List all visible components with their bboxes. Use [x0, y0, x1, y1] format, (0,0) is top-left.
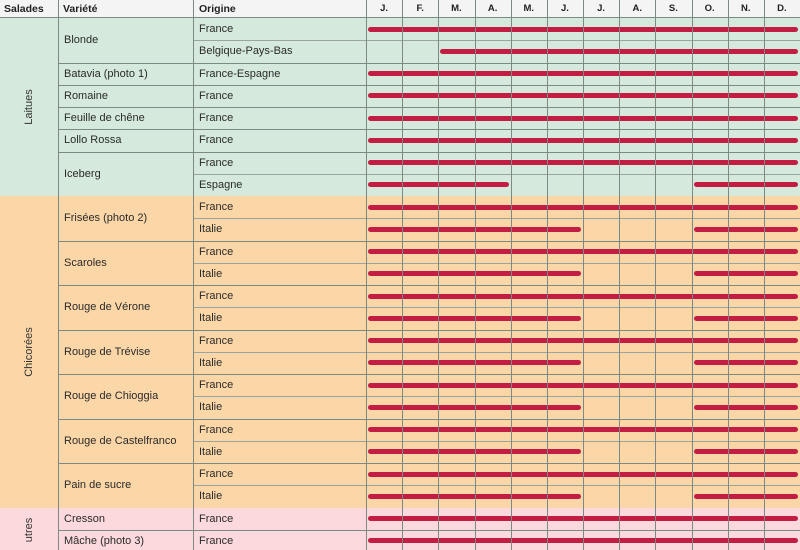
- grid-line: [402, 0, 403, 550]
- origin-label: Italie: [199, 401, 223, 414]
- table-header: [0, 0, 800, 18]
- grid-line: [193, 0, 194, 550]
- origin-cell: [193, 174, 366, 196]
- grid-line: [58, 0, 59, 550]
- variety-name: Pain de sucre: [64, 479, 132, 492]
- variety-cell: [58, 463, 192, 508]
- group-label-text: Chicorées: [23, 326, 35, 377]
- month-header: A.: [487, 3, 498, 14]
- grid-line: [511, 0, 512, 550]
- variety-name: Rouge de Chioggia: [64, 390, 159, 403]
- variety-cell: [58, 419, 192, 464]
- origin-cell: [193, 196, 366, 218]
- origin-label: France: [199, 379, 234, 392]
- availability-bar: [694, 360, 799, 365]
- origin-label: France: [199, 468, 234, 481]
- grid-line: [475, 0, 476, 550]
- month-header: D.: [777, 3, 787, 14]
- month-header: A.: [632, 3, 642, 14]
- variety-cell: [58, 129, 192, 151]
- variety-name: Blonde: [64, 34, 99, 47]
- origin-cell: [193, 419, 366, 441]
- variety-cell: [58, 152, 192, 197]
- variety-cell: [58, 285, 192, 330]
- origin-cell: [193, 396, 366, 418]
- variety-name: Cresson: [64, 512, 105, 525]
- month-header: F.: [416, 3, 424, 14]
- origin-cell: [193, 218, 366, 240]
- variety-name: Romaine: [64, 89, 109, 102]
- grid-line: [692, 0, 693, 550]
- origin-cell: [193, 352, 366, 374]
- origin-cell: [193, 263, 366, 285]
- variety-name: Mâche (photo 3): [64, 534, 145, 547]
- origin-cell: [193, 85, 366, 107]
- grid-line: [193, 485, 800, 486]
- grid-line: [764, 0, 765, 550]
- origin-label: Belgique-Pays-Bas: [199, 45, 293, 58]
- origin-label: France: [199, 134, 234, 147]
- availability-bar: [694, 494, 799, 499]
- header-origine: Origine: [199, 3, 236, 15]
- origin-label: France: [199, 112, 234, 125]
- origin-cell: [193, 374, 366, 396]
- grid-line: [193, 307, 800, 308]
- origin-cell: [193, 530, 366, 550]
- origin-label: Espagne: [199, 178, 243, 191]
- grid-line: [193, 40, 800, 41]
- variety-cell: [58, 63, 192, 85]
- origin-label: Italie: [199, 445, 223, 458]
- origin-label: France: [199, 89, 234, 102]
- variety-cell: [58, 374, 192, 419]
- variety-cell: [58, 508, 192, 530]
- group-label: [0, 508, 58, 550]
- origin-cell: [193, 285, 366, 307]
- origin-cell: [193, 508, 366, 530]
- origin-cell: [193, 107, 366, 129]
- variety-name: Scaroles: [64, 256, 107, 269]
- variety-cell: [58, 241, 192, 286]
- header-variete: Variété: [63, 3, 98, 15]
- grid-line: [655, 0, 656, 550]
- variety-name: Rouge de Vérone: [64, 301, 151, 314]
- grid-line: [438, 0, 439, 550]
- grid-line: [583, 0, 584, 550]
- month-header: J.: [380, 3, 389, 14]
- group-label: [0, 196, 58, 508]
- origin-label: Italie: [199, 267, 223, 280]
- month-header: S.: [668, 3, 678, 14]
- grid-line: [366, 0, 367, 550]
- availability-bar: [694, 449, 799, 454]
- group-label-text: utres: [23, 517, 35, 542]
- availability-bar: [694, 271, 799, 276]
- month-header: O.: [704, 3, 715, 14]
- availability-bar: [694, 227, 799, 232]
- variety-name: Feuille de chêne: [64, 112, 145, 125]
- variety-cell: [58, 18, 192, 63]
- month-header: J.: [597, 3, 606, 14]
- variety-cell: [58, 330, 192, 375]
- origin-label: France: [199, 534, 234, 547]
- origin-label: France: [199, 423, 234, 436]
- origin-label: France: [199, 156, 234, 169]
- variety-cell: [58, 530, 192, 550]
- grid-line: [0, 17, 800, 18]
- origin-cell: [193, 63, 366, 85]
- month-header: N.: [740, 3, 751, 14]
- variety-cell: [58, 85, 192, 107]
- variety-name: Frisées (photo 2): [64, 212, 148, 225]
- origin-cell: [193, 18, 366, 40]
- month-header: M.: [451, 3, 462, 14]
- origin-cell: [193, 152, 366, 174]
- origin-label: France: [199, 245, 234, 258]
- grid-line: [193, 441, 800, 442]
- month-header: J.: [560, 3, 569, 14]
- variety-name: Lollo Rossa: [64, 134, 122, 147]
- header-salades: Salades: [4, 3, 44, 15]
- origin-label: France: [199, 512, 234, 525]
- variety-name: Batavia (photo 1): [64, 67, 148, 80]
- grid-line: [193, 263, 800, 264]
- origin-cell: [193, 463, 366, 485]
- grid-line: [193, 352, 800, 353]
- group-label-text: Laitues: [23, 89, 35, 125]
- month-header: M.: [523, 3, 535, 14]
- origin-cell: [193, 129, 366, 151]
- variety-name: Rouge de Trévise: [64, 345, 151, 358]
- grid-line: [619, 0, 620, 550]
- origin-label: France: [199, 290, 234, 303]
- origin-cell: [193, 307, 366, 329]
- group-label: [0, 18, 58, 196]
- origin-cell: [193, 40, 366, 62]
- origin-cell: [193, 441, 366, 463]
- origin-label: France: [199, 23, 234, 36]
- availability-bar: [694, 182, 799, 187]
- availability-bar: [694, 405, 799, 410]
- origin-label: France: [199, 201, 234, 214]
- origin-label: Italie: [199, 356, 223, 369]
- grid-line: [547, 0, 548, 550]
- origin-label: Italie: [199, 312, 223, 325]
- origin-cell: [193, 241, 366, 263]
- variety-cell: [58, 107, 192, 129]
- variety-cell: [58, 196, 192, 241]
- grid-line: [193, 396, 800, 397]
- origin-label: Italie: [199, 490, 223, 503]
- grid-line: [728, 0, 729, 550]
- origin-cell: [193, 330, 366, 352]
- origin-label: France-Espagne: [199, 67, 281, 80]
- variety-name: Iceberg: [64, 167, 101, 180]
- grid-line: [193, 174, 800, 175]
- availability-bar: [694, 316, 799, 321]
- grid-line: [193, 218, 800, 219]
- variety-name: Rouge de Castelfranco: [64, 434, 177, 447]
- origin-label: Italie: [199, 223, 223, 236]
- origin-cell: [193, 485, 366, 507]
- origin-label: France: [199, 334, 234, 347]
